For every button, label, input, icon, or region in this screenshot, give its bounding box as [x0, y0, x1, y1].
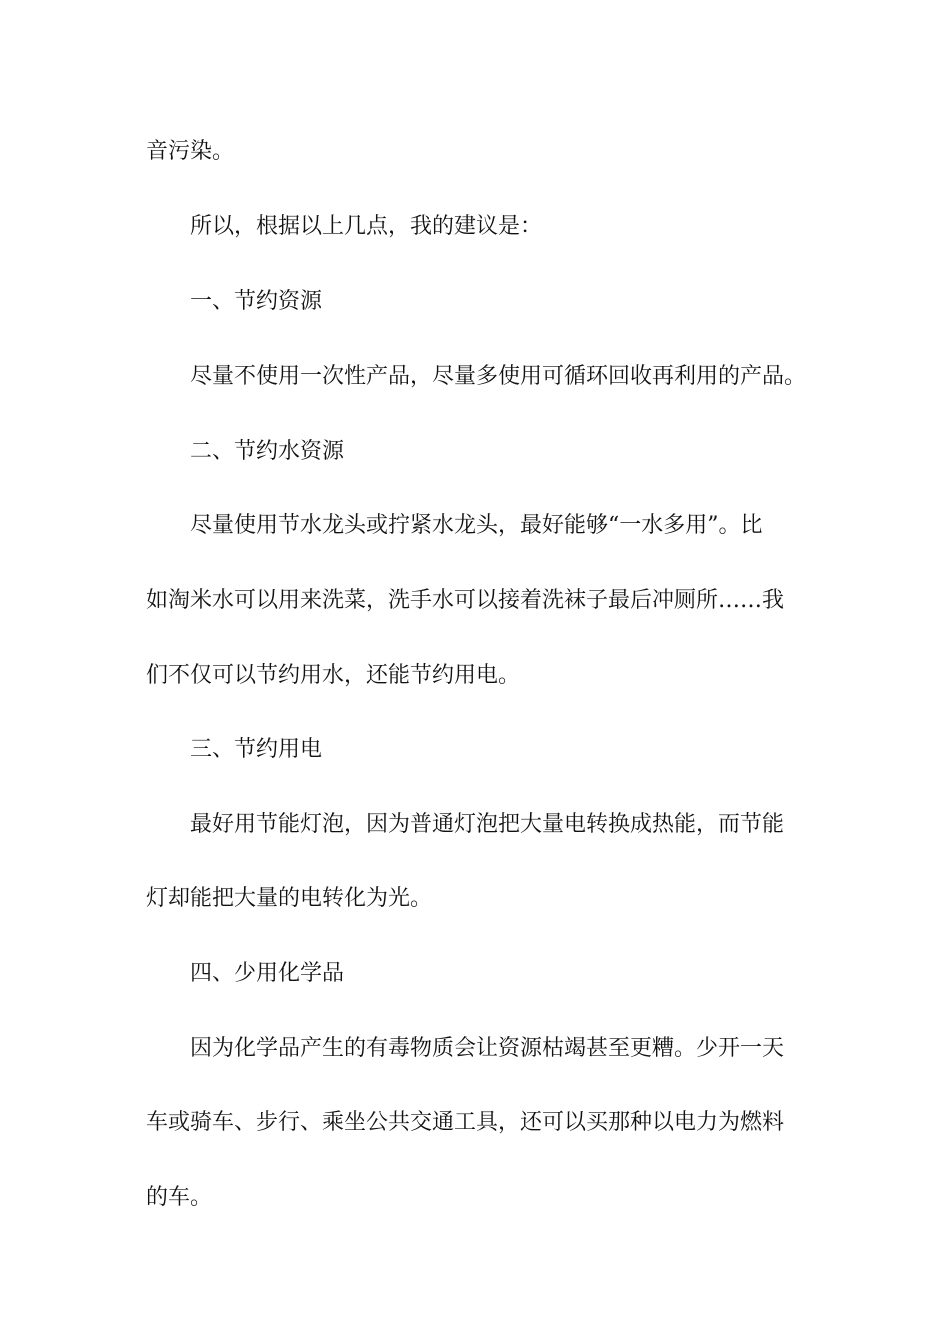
paragraph-line: 尽量使用节水龙头或拧紧水龙头，最好能够“一水多用”。比 [190, 513, 763, 538]
paragraph-line: 的车。 [146, 1185, 213, 1210]
paragraph-line: 车或骑车、步行、乘坐公共交通工具，还可以买那种以电力为燃料 [146, 1110, 785, 1135]
paragraph-line: 最好用节能灯泡，因为普通灯泡把大量电转换成热能，而节能 [190, 812, 785, 837]
paragraph-line: 如淘米水可以用来洗菜，洗手水可以接着洗袜子最后冲厕所……我 [146, 588, 785, 613]
paragraph-line: 尽量不使用一次性产品，尽量多使用可循环回收再利用的产品。 [190, 364, 807, 389]
section-heading: 一、节约资源 [190, 289, 323, 314]
paragraph-line: 灯却能把大量的电转化为光。 [146, 886, 433, 911]
paragraph-line: 们不仅可以节约用水，还能节约用电。 [146, 663, 521, 688]
section-heading: 三、节约用电 [190, 737, 323, 762]
section-heading: 二、节约水资源 [190, 439, 345, 464]
paragraph-line: 音污染。 [146, 139, 235, 164]
paragraph-line: 所以，根据以上几点，我的建议是： [190, 214, 543, 239]
paragraph-line: 因为化学品产生的有毒物质会让资源枯竭甚至更糟。少开一天 [190, 1036, 785, 1061]
section-heading: 四、少用化学品 [190, 961, 345, 986]
